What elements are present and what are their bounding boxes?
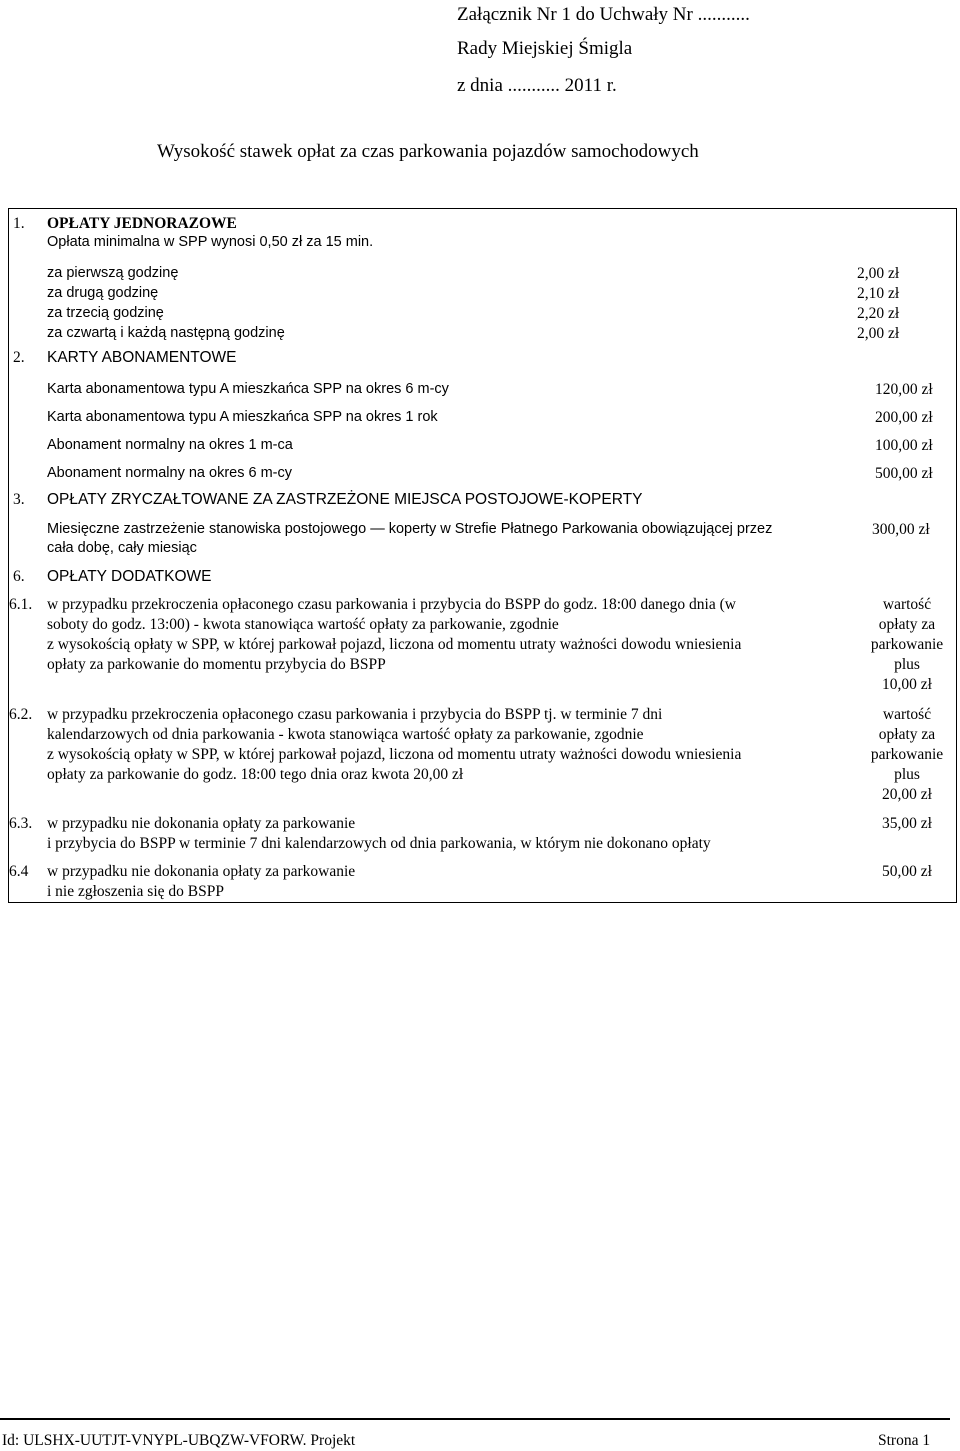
section-1-title: OPŁATY JEDNORAZOWE bbox=[47, 215, 237, 232]
s1-item-label: za pierwszą godzinę bbox=[47, 265, 179, 281]
s2-item-label: Abonament normalny na okres 6 m-cy bbox=[47, 465, 292, 481]
item-6-1-line: w przypadku przekroczenia opłaconego czasu parkowania i przybycia do BSPP do godz. 18:00 danego dnia (w bbox=[47, 596, 736, 613]
section-6-title: OPŁATY DODATKOWE bbox=[47, 568, 212, 585]
item-6-4-price: 50,00 zł bbox=[882, 863, 932, 880]
footer-id: Id: ULSHX-UUTJT-VNYPL-UBQZW-VFORW. Projekt bbox=[2, 1432, 356, 1449]
item-6-2-price: opłaty za bbox=[878, 726, 936, 743]
item-6-2-price: plus bbox=[894, 766, 920, 783]
section-6-number: 6. bbox=[13, 568, 25, 585]
s2-item-label: Abonament normalny na okres 1 m-ca bbox=[47, 437, 293, 453]
s1-item-price: 2,00 zł bbox=[857, 265, 900, 282]
item-6-3-price: 35,00 zł bbox=[882, 815, 932, 832]
page-title: Wysokość stawek opłat za czas parkowania pojazdów samochodowych bbox=[157, 141, 699, 162]
section-3-price: 300,00 zł bbox=[872, 521, 930, 538]
item-6-4-line: i nie zgłoszenia się do BSPP bbox=[47, 883, 224, 900]
item-6-1-price: wartość bbox=[882, 596, 932, 613]
s2-item-price: 500,00 zł bbox=[875, 465, 933, 482]
section-3-line-1: Miesięczne zastrzeżenie stanowiska postojowego — koperty w Strefie Płatnego Parkowania obowiązującej przez bbox=[47, 521, 773, 537]
header-line-1: Załącznik Nr 1 do Uchwały Nr ........... bbox=[457, 4, 750, 25]
section-1-note: Opłata minimalna w SPP wynosi 0,50 zł za 15 min. bbox=[47, 234, 374, 250]
item-6-1-line: opłaty za parkowanie do momentu przybycia do BSPP bbox=[47, 656, 386, 673]
item-6-2-number: 6.2. bbox=[9, 706, 33, 723]
item-6-3-line: i przybycia do BSPP w terminie 7 dni kalendarzowych od dnia parkowania, w którym nie dokonano opłaty bbox=[47, 835, 711, 852]
s1-item-price: 2,10 zł bbox=[857, 285, 900, 302]
section-3-number: 3. bbox=[13, 491, 25, 508]
s2-item-price: 200,00 zł bbox=[875, 409, 933, 426]
item-6-1-price: parkowanie bbox=[870, 636, 944, 653]
item-6-2-price: parkowanie bbox=[870, 746, 944, 763]
item-6-1-price: 10,00 zł bbox=[882, 676, 932, 693]
footer-divider bbox=[0, 1418, 950, 1420]
item-6-3-number: 6.3. bbox=[9, 815, 33, 832]
s1-item-price: 2,00 zł bbox=[857, 325, 900, 342]
s2-item-label: Karta abonamentowa typu A mieszkańca SPP na okres 6 m-cy bbox=[47, 381, 449, 397]
section-3-title: OPŁATY ZRYCZAŁTOWANE ZA ZASTRZEŻONE MIEJSCA POSTOJOWE-KOPERTY bbox=[47, 491, 643, 508]
section-2-title: KARTY ABONAMENTOWE bbox=[47, 349, 237, 366]
item-6-1-price: opłaty za bbox=[878, 616, 936, 633]
item-6-4-line: w przypadku nie dokonania opłaty za parkowanie bbox=[47, 863, 356, 880]
footer-page-number: Strona 1 bbox=[878, 1432, 931, 1449]
item-6-2-price: wartość bbox=[882, 706, 932, 723]
header-line-2: Rady Miejskiej Śmigla bbox=[457, 38, 633, 59]
header-line-3: z dnia ........... 2011 r. bbox=[457, 75, 617, 96]
s1-item-label: za trzecią godzinę bbox=[47, 305, 164, 321]
section-3-line-2: cała dobę, cały miesiąc bbox=[47, 540, 197, 556]
item-6-2-line: z wysokością opłaty w SPP, w której parkował pojazd, liczona od momentu utraty ważności dowodu wniesienia bbox=[47, 746, 742, 763]
s2-item-price: 120,00 zł bbox=[875, 381, 933, 398]
item-6-1-price: plus bbox=[894, 656, 920, 673]
item-6-2-line: kalendarzowych od dnia parkowania - kwota stanowiąca wartość opłaty za parkowanie, zgodnie bbox=[47, 726, 644, 743]
s1-item-label: za czwartą i każdą następną godzinę bbox=[47, 325, 285, 341]
item-6-2-price: 20,00 zł bbox=[882, 786, 932, 803]
s1-item-label: za drugą godzinę bbox=[47, 285, 159, 301]
item-6-3-line: w przypadku nie dokonania opłaty za parkowanie bbox=[47, 815, 356, 832]
s2-item-price: 100,00 zł bbox=[875, 437, 933, 454]
item-6-2-line: w przypadku przekroczenia opłaconego czasu parkowania i przybycia do BSPP tj. w terminie 7 dni bbox=[47, 706, 663, 723]
item-6-1-line: z wysokością opłaty w SPP, w której parkował pojazd, liczona od momentu utraty ważności dowodu wniesienia bbox=[47, 636, 742, 653]
item-6-2-line: opłaty za parkowanie do godz. 18:00 tego dnia oraz kwota 20,00 zł bbox=[47, 766, 464, 783]
item-6-1-line: soboty do godz. 13:00) - kwota stanowiąca wartość opłaty za parkowanie, zgodnie bbox=[47, 616, 559, 633]
item-6-1-number: 6.1. bbox=[9, 596, 33, 613]
s2-item-label: Karta abonamentowa typu A mieszkańca SPP na okres 1 rok bbox=[47, 409, 438, 425]
section-2-number: 2. bbox=[13, 349, 25, 366]
item-6-4-number: 6.4 bbox=[9, 863, 29, 880]
section-1-number: 1. bbox=[13, 215, 25, 232]
s1-item-price: 2,20 zł bbox=[857, 305, 900, 322]
